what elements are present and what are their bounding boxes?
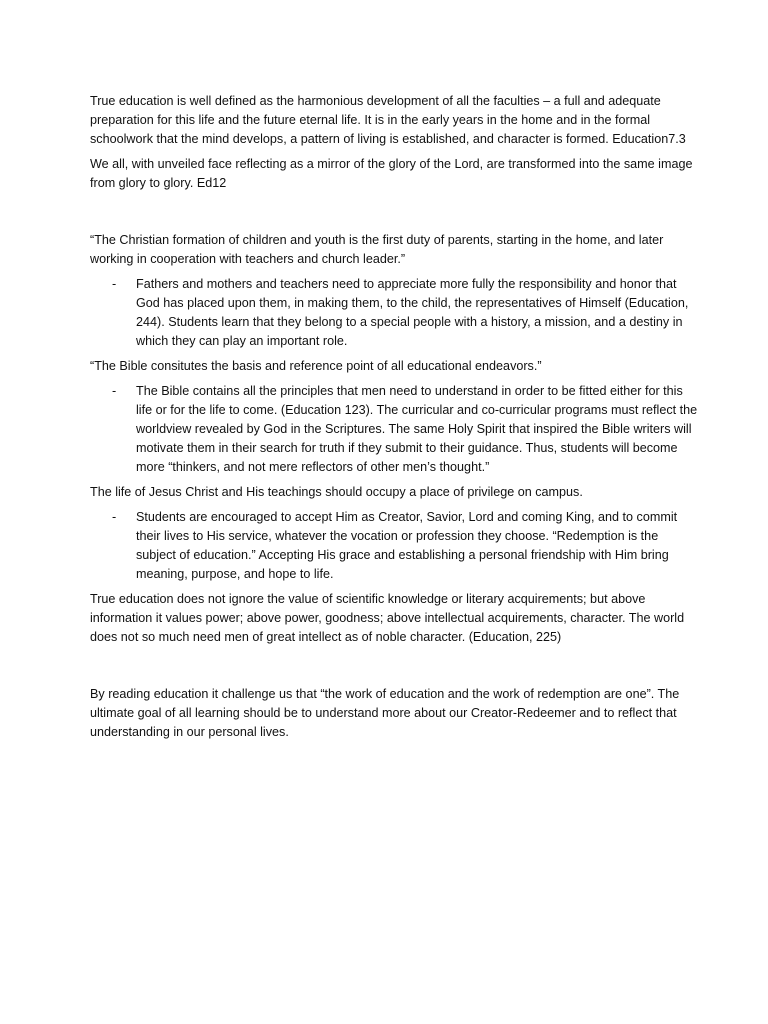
bullet-dash: - [112, 510, 117, 524]
bullet-item-parents [90, 275, 698, 351]
paragraph-true-education: True education is well defined as the harmonious development of all the faculties – a full and adequate preparation for this life and the future eternal life. It is in the early years in the home and in the formal schoolwork that the mind develops, a pattern of living is established, and character is formed. Education7.3 [90, 94, 686, 146]
paragraph-unveiled-face: We all, with unveiled face reflecting as a mirror of the glory of the Lord, are transformed into the same image from glory to glory. Ed12 [90, 157, 693, 190]
bullet-dash: - [112, 277, 117, 291]
paragraph-noble-character: True education does not ignore the value of scientific knowledge or literary acquirements; but above information it values power; above power, goodness; above intellectual acquirements, character. The world does not so much need men of great intellect as of noble character. (Education, 225) [90, 592, 685, 644]
paragraph-christian-formation: “The Christian formation of children and youth is the first duty of parents, starting in the home, and later working in cooperation with teachers and church leader.” [90, 233, 664, 266]
paragraph-life-of-jesus: The life of Jesus Christ and His teachings should occupy a place of privilege on campus. [90, 485, 583, 499]
paragraph-redemption: By reading education it challenge us that “the work of education and the work of redemption are one”. The ultimate goal of all learning should be to understand more about our Creator-Redeemer and to reflect that understanding in our personal lives. [90, 687, 680, 739]
bullet-text: The Bible contains all the principles that men need to understand in order to be fitted either for this life or for the life to come. (Education 123). The curricular and co-curricular programs must reflect the worldview revealed by God in the Scriptures. The same Holy Spirit that inspired the Bible writers will motivate them in their search for truth if they submit to their guidance. Thus, students will become more “thinkers, and not mere reflectors of other men’s thought.” [136, 384, 698, 474]
bullet-item-bible [90, 382, 698, 477]
bullet-item-students [90, 508, 698, 584]
bullet-text: Students are encouraged to accept Him as Creator, Savior, Lord and coming King, and to commit their lives to His service, whatever the vocation or profession they choose. “Redemption is the subject of education.” Accepting His grace and establishing a personal friendship with Him bring meaning, purpose, and hope to life. [136, 510, 678, 581]
bullet-dash: - [112, 384, 117, 398]
bullet-text: Fathers and mothers and teachers need to appreciate more fully the responsibility and honor that God has placed upon them, in making them, to the child, the representatives of Himself (Education, 244). Students learn that they belong to a special people with a history, a mission, and a destiny in which they can play an important role. [136, 277, 689, 348]
paragraph-bible-basis: “The Bible consitutes the basis and reference point of all educational endeavors.” [90, 359, 542, 373]
